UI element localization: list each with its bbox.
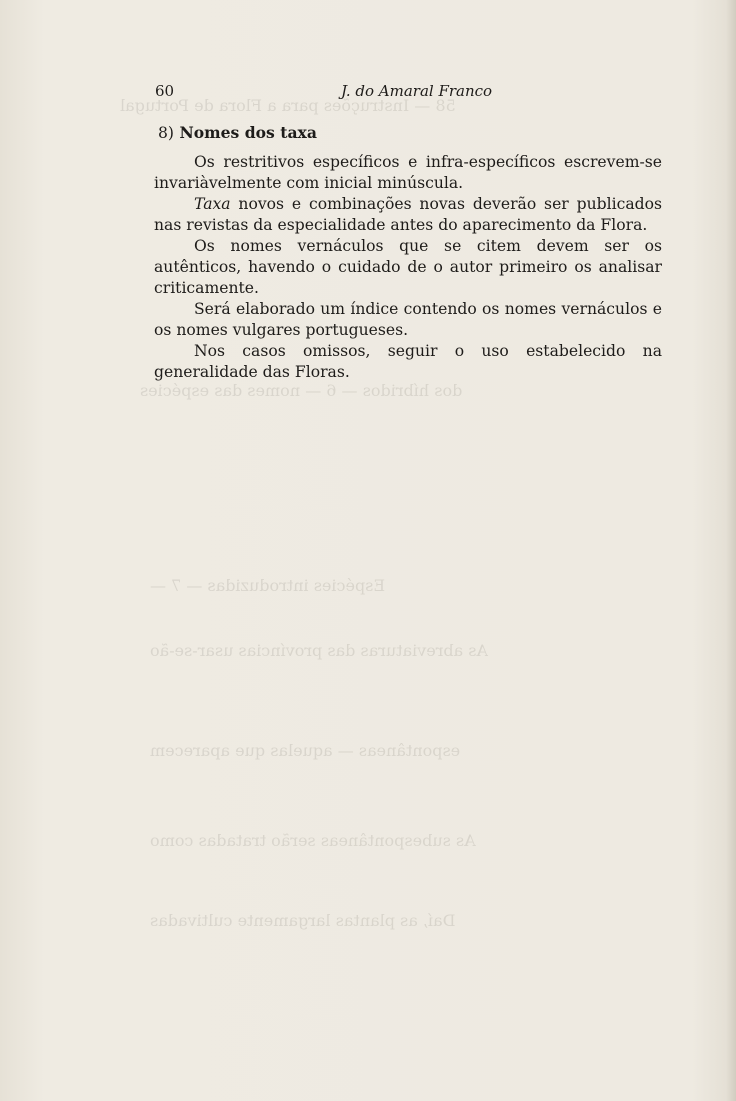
page-edge-shadow [726,0,736,1101]
body-text [154,122,662,383]
show-through-text: Daí, as plantas largamente cultivadas [150,911,456,930]
show-through-text: As subespontâneas serão tratadas como [150,831,476,850]
show-through-text: Espécies introduzidas — 7 — [150,576,386,595]
page-number: 60 [155,82,175,100]
show-through-text: As abreviaturas das províncias usar-se-ão [150,641,489,660]
show-through-text: espontâneas — aquelas que aparecem [150,741,461,760]
paragraph-new-taxa: Taxa novos e combinações novas deverão ser publicados nas revistas da especialidade antes do aparecimento da Flora. [154,195,662,234]
page-header [155,82,665,104]
paragraph-index: Será elaborado um índice contendo os nomes vernáculos e os nomes vulgares portugueses. [154,300,662,339]
paragraph-lowercase-epithets: Os restritivos específicos e infra-específicos escrevem-se invariàvelmente com inicial minúscula. [154,153,662,192]
section-heading [158,122,662,144]
running-head: J. do Amaral Franco [341,82,493,100]
italic-taxa: Taxa [194,195,231,213]
paragraph-vernacular-names: Os nomes vernáculos que se citem devem ser os autênticos, havendo o cuidado de o autor primeiro os analisar criticamente. [154,237,662,297]
paragraph-omitted-cases: Nos casos omissos, seguir o uso estabelecido na generalidade das Floras. [154,342,662,381]
section-title: Nomes dos taxa [179,123,317,142]
show-through-text: dos híbridos — 6 — nomes das espécies [140,381,463,400]
show-through-text: 58 — Instruções para a Flora de Portugal [120,96,456,115]
section-number: 8) [158,124,175,142]
